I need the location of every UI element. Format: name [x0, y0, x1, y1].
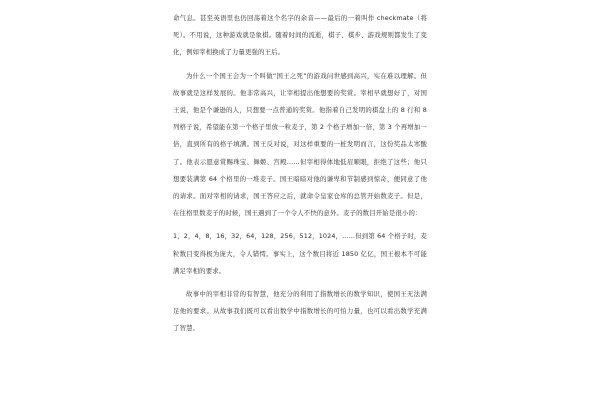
paragraph-1: 命气息。甚至英语里也仍回荡着这个名字的余音——最后的一着叫作 checkmate（将死）。不用说，这种游戏就是象棋。随着时间的流逝，棋子、棋步、游戏规则都发生了变化，例如宰相换成了力量更强的王后。: [173, 14, 427, 57]
paragraph-4: 故事中的宰相非常的有智慧，他充分的利用了指数增长的数学知识，使国王无法满足他的要求。从故事我们既可以看出数学中指数增长的可怕力量，也可以看出数学充满了智慧。: [173, 290, 427, 333]
paragraph-3: 1，2，4，8，16，32，64，128，256，512，1024，……但到第 64 个格子时，麦粒数目变得极为庞大，令人错愕。事实上，这个数目将近 1850 亿亿，国王根本不可能满足宰相的要求。: [173, 232, 427, 275]
paragraph-2: 为什么一个国王会为一个叫做“国王之死”的游戏问世感到高兴，实在难以理解。但故事就是这样发展的。他非常高兴，让宰相提出他想要的奖赏。宰相早就想好了，对国王说，他是个谦逊的人，只想要一点普通的奖赏。他指着自己发明的棋盘上的 8 行和 8 列格子说，希望能在第一个格子里放一粒麦子，第 2 个格子增加一倍，第 3 个再增加一倍，直到所有的格子填满。国王反对说，对这样重要的一桩发明而言，这份奖品太寒酸了。他表示愿意赏赐珠宝、舞姬、宫殿……但宰相得体地低眉顺眼，拒绝了这些；他只想要装满第 64 个格里的一堆麦子。国王暗暗对他的谦卑和节制感到惊奇，便同意了他的请求。面对宰相的请求，国王答应之后，就命令皇家仓库的总管开始数麦子。但是，在往格里数麦子的时候，国王遇到了一个令人不快的意外。麦子的数目开始是很小的：: [173, 71, 427, 218]
text-column: [173, 10, 427, 344]
